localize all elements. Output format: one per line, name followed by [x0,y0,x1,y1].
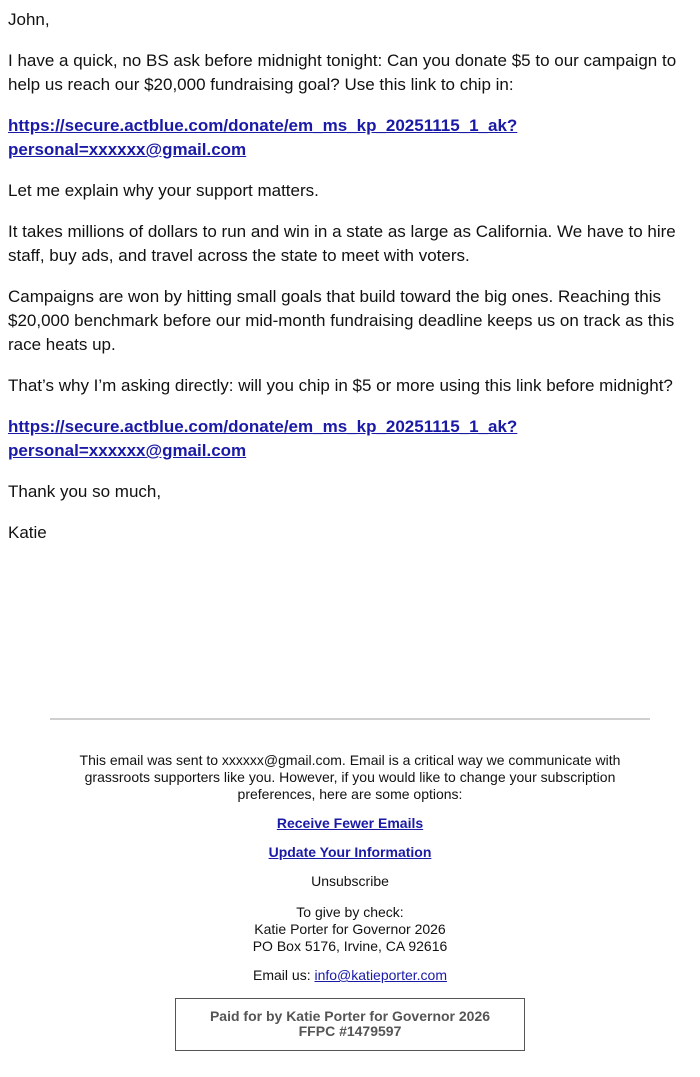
ffpc-number: FFPC #1479597 [298,1023,402,1039]
email-footer [50,718,650,1051]
paragraph-ask: I have a quick, no BS ask before midnight tonight: Can you donate $5 to our campaign to help us reach our $20,000 fundraising goal? Use this link to chip in: [8,51,677,94]
receive-fewer-emails-link[interactable]: Receive Fewer Emails [276,815,424,831]
paragraph-small-goals: Campaigns are won by hitting small goals that build toward the big ones. Reaching this $20,000 benchmark before our mid-month fundraising deadline keeps us on track as this race heats up. [8,287,675,354]
paragraph-millions: It takes millions of dollars to run and win in a state as large as California. We have to hire staff, buy ads, and travel across the state to meet with voters. [8,222,676,265]
paragraph-explain: Let me explain why your support matters. [8,181,319,200]
check-address-block [50,904,650,955]
email-body [8,0,692,562]
donate-link-paragraph-2 [8,415,692,463]
subscription-notice: This email was sent to xxxxxx@gmail.com. Email is a critical way we communicate with grassroots supporters like you. However, if you would like to change your subscription preferences, here are some options: [79,752,621,802]
donate-link-2-line2: personal=xxxxxx@gmail.com [8,441,247,460]
donate-link-1-line2: personal=xxxxxx@gmail.com [8,140,247,159]
donate-link-2[interactable] [8,417,517,460]
paid-for-disclaimer [175,998,525,1051]
update-information-link[interactable]: Update Your Information [268,844,432,860]
donate-link-1[interactable] [8,116,517,159]
email-us [50,967,650,984]
signature: Katie [8,523,47,542]
donate-link-2-line1: https://secure.actblue.com/donate/em_ms_kp_20251115_1_ak? [8,417,518,436]
donate-link-paragraph-1 [8,114,692,162]
check-heading: To give by check: [296,904,404,920]
check-address: PO Box 5176, Irvine, CA 92616 [252,938,448,954]
closing: Thank you so much, [8,482,162,501]
greeting: John, [8,10,50,29]
email-us-link[interactable]: info@katieporter.com [314,967,447,983]
check-payee: Katie Porter for Governor 2026 [254,921,446,937]
paid-for-text: Paid for by Katie Porter for Governor 2026 [209,1008,491,1024]
email-us-label: Email us: [253,967,315,983]
unsubscribe-link[interactable]: Unsubscribe [311,873,389,889]
paragraph-asking-directly: That’s why I’m asking directly: will you chip in $5 or more using this link before midnight? [8,376,673,395]
donate-link-1-line1: https://secure.actblue.com/donate/em_ms_kp_20251115_1_ak? [8,116,518,135]
